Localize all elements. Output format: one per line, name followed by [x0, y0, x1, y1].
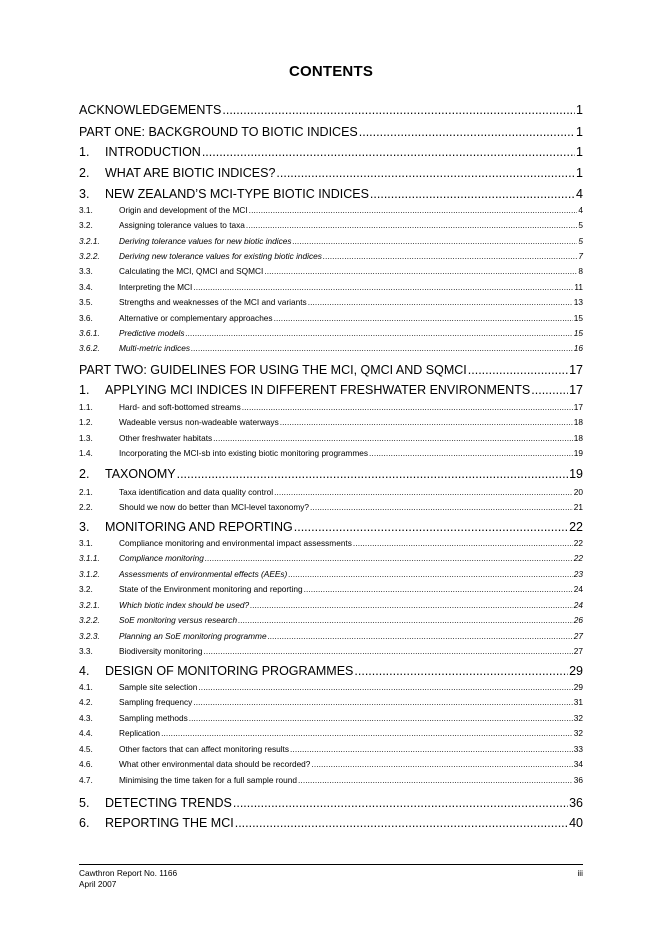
toc-entry-number: 4.4.: [79, 728, 93, 738]
toc-entry: [79, 538, 583, 549]
toc-entry-page: 16: [573, 343, 583, 353]
toc-entry-title: Replication: [119, 728, 161, 738]
toc-dot-leader: [353, 538, 573, 549]
toc-entry: [79, 728, 583, 739]
toc-entry-number: 3.3.: [79, 646, 93, 656]
toc-entry-number: 3.: [79, 520, 90, 534]
toc-entry-number: 3.6.1.: [79, 328, 100, 338]
toc-entry-page: 31: [573, 697, 583, 707]
toc-entry-number: 3.2.2.: [79, 251, 100, 261]
toc-entry-number: 4.1.: [79, 682, 93, 692]
toc-entry-title: Planning an SoE monitoring programme: [119, 631, 267, 641]
toc-entry-title: SoE monitoring versus research: [119, 615, 238, 625]
toc-entry: [79, 448, 583, 459]
toc-entry: [79, 553, 583, 564]
toc-entry-number: 3.2.: [79, 220, 93, 230]
toc-entry: [79, 402, 583, 413]
toc-entry-number: 3.2.1.: [79, 236, 100, 246]
toc-dot-leader: [250, 600, 573, 611]
toc-entry-page: 1: [576, 166, 583, 180]
toc-entry: [79, 165, 583, 181]
toc-entry: [79, 343, 583, 354]
toc-entry: [79, 795, 583, 811]
footer-report-number: Cawthron Report No. 1166: [79, 868, 178, 878]
toc-entry: [79, 282, 583, 293]
toc-entry: [79, 297, 583, 308]
toc-entry: [79, 124, 583, 140]
toc-entry-page: 17: [569, 363, 583, 377]
toc-entry-page: 22: [569, 520, 583, 534]
toc-entry: [79, 502, 583, 513]
toc-entry-title: Multi-metric indices: [119, 343, 190, 353]
toc-entry-page: 22: [573, 553, 583, 563]
toc-entry-page: 33: [573, 744, 583, 754]
toc-entry-page: 5: [578, 236, 583, 246]
toc-entry-number: 3.6.2.: [79, 343, 100, 353]
footer-page-number: iii: [577, 868, 583, 878]
toc-dot-leader: [213, 433, 573, 444]
toc-entry-title: TAXONOMY: [105, 467, 176, 481]
toc-entry-number: 3.: [79, 187, 90, 201]
toc-dot-leader: [274, 487, 573, 498]
toc-entry-number: 4.7.: [79, 775, 93, 785]
toc-dot-leader: [191, 343, 573, 354]
toc-dot-leader: [193, 697, 572, 708]
toc-entry-page: 8: [578, 266, 583, 276]
toc-entry-page: 21: [573, 502, 583, 512]
toc-dot-leader: [246, 220, 577, 231]
toc-entry: [79, 697, 583, 708]
toc-dot-leader: [205, 553, 573, 564]
toc-entry-number: 4.: [79, 664, 90, 678]
toc-entry-page: 29: [569, 664, 583, 678]
toc-dot-leader: [193, 282, 573, 293]
toc-entry: [79, 775, 583, 786]
toc-entry-title: Compliance monitoring: [119, 553, 204, 563]
toc-entry: [79, 815, 583, 831]
toc-dot-leader: [308, 297, 573, 308]
toc-entry-page: 1: [576, 125, 583, 139]
toc-entry-page: 1: [576, 145, 583, 159]
toc-entry-page: 4: [576, 187, 583, 201]
toc-dot-leader: [298, 775, 573, 786]
toc-entry-page: 19: [569, 467, 583, 481]
toc-entry-page: 19: [573, 448, 583, 458]
toc-dot-leader: [198, 682, 572, 693]
toc-entry-number: 1.4.: [79, 448, 93, 458]
toc-dot-leader: [203, 646, 572, 657]
toc-entry: [79, 382, 583, 398]
toc-entry-title: ACKNOWLEDGEMENTS: [79, 103, 222, 117]
toc-entry-page: 20: [573, 487, 583, 497]
toc-entry-page: 18: [573, 433, 583, 443]
toc-entry-title: DETECTING TRENDS: [105, 796, 232, 810]
toc-entry-title: Which biotic index should be used?: [119, 600, 250, 610]
toc-entry: [79, 584, 583, 595]
toc-entry: [79, 759, 583, 770]
toc-dot-leader: [185, 328, 572, 339]
toc-entry-page: 17: [573, 402, 583, 412]
toc-entry-title: Other factors that can affect monitoring results: [119, 744, 290, 754]
toc-entry-number: 2.1.: [79, 487, 93, 497]
toc-entry-title: REPORTING THE MCI: [105, 816, 234, 830]
toc-entry-page: 23: [573, 569, 583, 579]
toc-dot-leader: [274, 313, 573, 324]
toc-entry-page: 24: [573, 584, 583, 594]
toc-entry-number: 3.4.: [79, 282, 93, 292]
toc-entry-number: 4.3.: [79, 713, 93, 723]
toc-dot-leader: [264, 266, 577, 277]
toc-entry-title: Compliance monitoring and environmental impact assessments: [119, 538, 352, 548]
toc-entry-number: 2.2.: [79, 502, 93, 512]
toc-entry-title: Wadeable versus non-wadeable waterways: [119, 417, 279, 427]
footer-divider: [79, 864, 583, 865]
toc-entry: [79, 600, 583, 611]
page-title: CONTENTS: [288, 63, 374, 80]
toc-entry: [79, 186, 583, 202]
footer-date: April 2007: [79, 879, 117, 889]
toc-entry-page: 11: [574, 282, 583, 292]
toc-entry-title: Incorporating the MCI-sb into existing biotic monitoring programmes: [119, 448, 369, 458]
toc-entry-number: 1.3.: [79, 433, 93, 443]
toc-entry-number: 1.1.: [79, 402, 93, 412]
toc-entry: [79, 102, 583, 118]
toc-entry: [79, 682, 583, 693]
toc-entry-page: 5: [578, 220, 583, 230]
toc-entry-title: Deriving tolerance values for new biotic indices: [119, 236, 292, 246]
toc-entry-title: Other freshwater habitats: [119, 433, 213, 443]
toc-dot-leader: [242, 402, 573, 413]
toc-dot-leader: [189, 713, 573, 724]
toc-entry-title: Origin and development of the MCI: [119, 205, 248, 215]
toc-entry-title: Strengths and weaknesses of the MCI and variants: [119, 297, 307, 307]
toc-entry-title: Assigning tolerance values to taxa: [119, 220, 245, 230]
toc-dot-leader: [323, 251, 577, 262]
toc-dot-leader: [370, 186, 575, 202]
toc-dot-leader: [276, 165, 575, 181]
toc-entry-number: 4.6.: [79, 759, 93, 769]
toc-dot-leader: [233, 795, 568, 811]
toc-entry-page: 27: [573, 646, 583, 656]
toc-entry: [79, 313, 583, 324]
toc-entry-title: Sampling frequency: [119, 697, 193, 707]
toc-entry-page: 36: [573, 775, 583, 785]
toc-entry-number: 3.2.: [79, 584, 93, 594]
toc-entry: [79, 220, 583, 231]
toc-entry-page: 26: [573, 615, 583, 625]
toc-entry-title: Hard- and soft-bottomed streams: [119, 402, 241, 412]
toc-entry-number: 5.: [79, 796, 90, 810]
toc-entry-number: 3.3.: [79, 266, 93, 276]
toc-entry-title: Sampling methods: [119, 713, 188, 723]
toc-dot-leader: [310, 502, 573, 513]
toc-entry: [79, 433, 583, 444]
toc-entry-number: 1.: [79, 145, 90, 159]
toc-entry-number: 3.5.: [79, 297, 93, 307]
toc-entry-title: Interpreting the MCI: [119, 282, 193, 292]
toc-dot-leader: [468, 362, 568, 378]
toc-entry: [79, 236, 583, 247]
toc-dot-leader: [531, 382, 568, 398]
toc-entry-number: 4.2.: [79, 697, 93, 707]
toc-entry: [79, 615, 583, 626]
toc-entry: [79, 631, 583, 642]
toc-entry-number: 2.: [79, 166, 90, 180]
toc-entry-page: 32: [573, 713, 583, 723]
toc-entry-number: 3.1.1.: [79, 553, 100, 563]
toc-dot-leader: [268, 631, 573, 642]
toc-dot-leader: [294, 519, 568, 535]
toc-entry-title: MONITORING AND REPORTING: [105, 520, 293, 534]
toc-dot-leader: [222, 102, 575, 118]
toc-dot-leader: [235, 815, 568, 831]
toc-entry-page: 7: [578, 251, 583, 261]
toc-entry-number: 3.6.: [79, 313, 93, 323]
toc-entry-title: Should we now do better than MCI-level taxonomy?: [119, 502, 310, 512]
toc-entry-page: 17: [569, 383, 583, 397]
toc-dot-leader: [354, 663, 568, 679]
toc-entry-title: NEW ZEALAND’S MCI-TYPE BIOTIC INDICES: [105, 187, 369, 201]
toc-entry-title: Sample site selection: [119, 682, 198, 692]
toc-entry-title: APPLYING MCI INDICES IN DIFFERENT FRESHWATER ENVIRONMENTS: [105, 383, 531, 397]
toc-entry: [79, 466, 583, 482]
toc-entry-title: Calculating the MCI, QMCI and SQMCI: [119, 266, 264, 276]
toc-entry-title: Minimising the time taken for a full sample round: [119, 775, 298, 785]
toc-dot-leader: [280, 417, 573, 428]
toc-entry-title: State of the Environment monitoring and reporting: [119, 584, 303, 594]
toc-dot-leader: [249, 205, 578, 216]
toc-entry: [79, 569, 583, 580]
toc-entry-number: 3.2.2.: [79, 615, 100, 625]
toc-entry-page: 29: [573, 682, 583, 692]
toc-entry-title: Assessments of environmental effects (AEEs): [119, 569, 288, 579]
toc-entry: [79, 251, 583, 262]
toc-entry-title: Biodiversity monitoring: [119, 646, 203, 656]
toc-entry-number: 1.2.: [79, 417, 93, 427]
toc-entry: [79, 362, 583, 378]
toc-dot-leader: [359, 124, 575, 140]
toc-entry-page: 13: [573, 297, 583, 307]
toc-entry-title: DESIGN OF MONITORING PROGRAMMES: [105, 664, 354, 678]
toc-entry: [79, 487, 583, 498]
toc-entry-page: 40: [569, 816, 583, 830]
toc-entry-number: 6.: [79, 816, 90, 830]
toc-entry-page: 22: [573, 538, 583, 548]
toc-entry-page: 15: [573, 328, 583, 338]
toc-entry: [79, 328, 583, 339]
toc-entry: [79, 663, 583, 679]
toc-entry-title: Taxa identification and data quality control: [119, 487, 274, 497]
toc-entry-page: 18: [573, 417, 583, 427]
toc-entry-page: 4: [578, 205, 583, 215]
toc-entry-title: WHAT ARE BIOTIC INDICES?: [105, 166, 276, 180]
toc-entry-number: 1.: [79, 383, 90, 397]
toc-entry-number: 3.1.: [79, 205, 93, 215]
toc-entry-page: 36: [569, 796, 583, 810]
toc-entry-title: PART ONE: BACKGROUND TO BIOTIC INDICES: [79, 125, 358, 139]
toc-dot-leader: [292, 236, 577, 247]
toc-dot-leader: [290, 744, 573, 755]
toc-dot-leader: [369, 448, 573, 459]
toc-entry-number: 3.2.3.: [79, 631, 100, 641]
toc-entry-page: 1: [576, 103, 583, 117]
toc-entry-number: 3.2.1.: [79, 600, 100, 610]
toc-dot-leader: [238, 615, 573, 626]
toc-entry: [79, 744, 583, 755]
toc-entry-title: PART TWO: GUIDELINES FOR USING THE MCI, QMCI AND SQMCI: [79, 363, 467, 377]
toc-entry-page: 27: [573, 631, 583, 641]
toc-entry: [79, 266, 583, 277]
toc-entry-title: What other environmental data should be recorded?: [119, 759, 311, 769]
toc-entry-page: 32: [573, 728, 583, 738]
toc-dot-leader: [311, 759, 572, 770]
toc-entry-number: 2.: [79, 467, 90, 481]
toc-entry: [79, 144, 583, 160]
toc-entry: [79, 417, 583, 428]
toc-dot-leader: [161, 728, 573, 739]
toc-entry: [79, 519, 583, 535]
toc-entry-page: 15: [573, 313, 583, 323]
toc-dot-leader: [177, 466, 568, 482]
toc-dot-leader: [304, 584, 573, 595]
toc-entry-title: Predictive models: [119, 328, 185, 338]
toc-dot-leader: [202, 144, 575, 160]
toc-dot-leader: [288, 569, 572, 580]
toc-entry-title: Deriving new tolerance values for existing biotic indices: [119, 251, 322, 261]
toc-entry-number: 3.1.: [79, 538, 93, 548]
toc-entry-number: 3.1.2.: [79, 569, 100, 579]
toc-entry-title: Alternative or complementary approaches: [119, 313, 273, 323]
toc-entry: [79, 713, 583, 724]
toc-entry: [79, 646, 583, 657]
toc-entry-page: 34: [573, 759, 583, 769]
toc-entry-number: 4.5.: [79, 744, 93, 754]
toc-entry-page: 24: [573, 600, 583, 610]
toc-entry-title: INTRODUCTION: [105, 145, 201, 159]
toc-entry: [79, 205, 583, 216]
